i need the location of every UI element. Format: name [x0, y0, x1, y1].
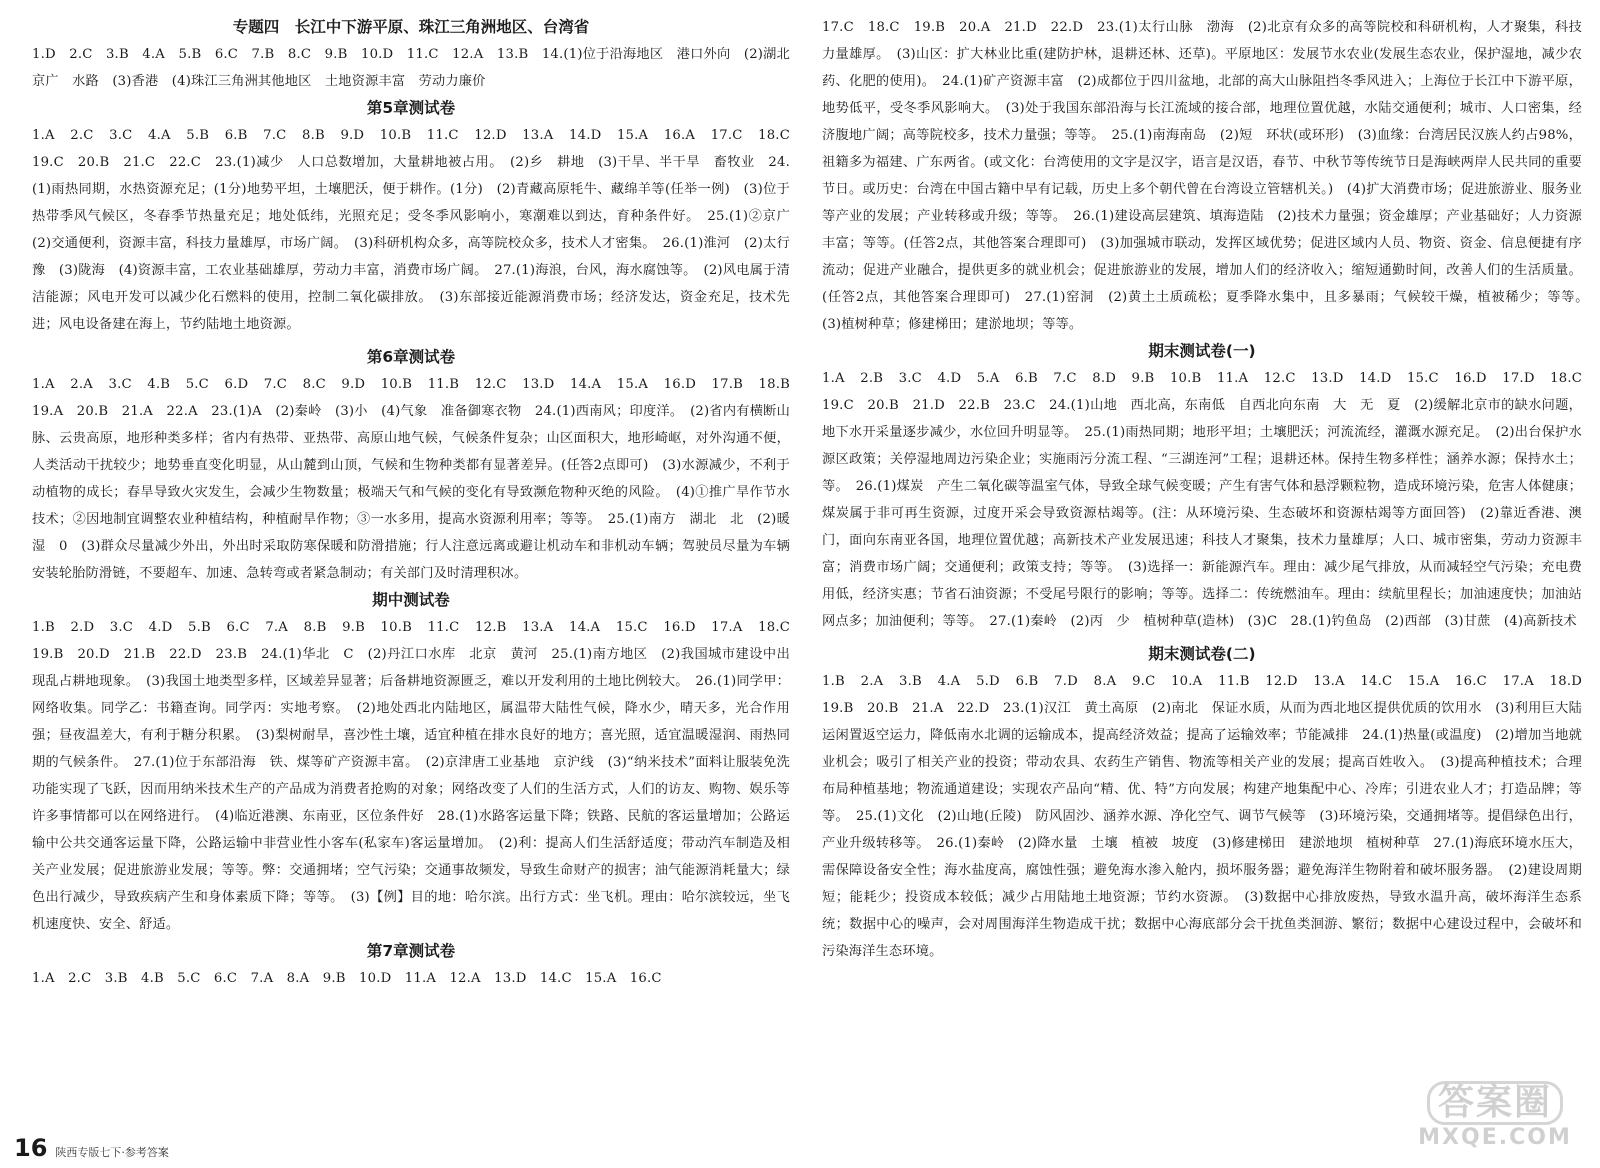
section-heading: 第5章测试卷 — [366, 99, 456, 117]
answer-paragraph: 17.C 18.C 19.B 20.A 21.D 22.D 23.(1)太行山脉 渤海 (2)北京有众多的高等院校和科研机构，人才聚集，科技力量雄厚。 (3)山区：扩大林业比重(建防护林，退耕还林、还草)。平原地区：发展节水农业(发展生态农业，保护湿地，减少农药、化肥的使用)。 24.(1)矿产资源丰富 (2)成都位于四川盆地，北部的高大山脉阻挡冬季风进入；上海位于长江中下游平原，地势低平，受冬季风影响大。 (3)处于我国东部沿海与长江流域的接合部，地理位置优越，水陆交通便利；城市、人口密集，经济腹地广阔；高等院校多，技术力量强；等等。 25.(1)南海南岛 (2)短 环状(或环形) (3)血缘：台湾居民汉族人约占98%，祖籍多为福建、广东两省。(或文化：台湾使用的文字是汉字，语言是汉语，春节、中秋节等传统节日是海峡两岸人民共同的重要节日。或历史：台湾在中国古籍中早有记载，历史上多个朝代曾在台湾设立管辖机关。) (4)扩大消费市场；促进旅游业、服务业等产业的发展；产业转移或升级；等等。 26.(1)建设高层建筑、填海造陆 (2)技术力量强；资金雄厚；产业基础好；人力资源丰富；等等。(任答2点，其他答案合理即可) (3)加强城市联动，发挥区域优势；促进区域内人员、物资、资金、信息便捷有序流动；促进产业融合，提供更多的就业机会；促进旅游业的发展，增加人们的经济收入；缩短通勤时间，改善人们的生活质量。(任答2点，其他答案合理即可) 27.(1)窑洞 (2)黄土土质疏松；夏季降水集中，且多暴雨；气候较干燥，植被稀少；等等。 (3)植树种草；修建梯田；建淤地坝；等等。 — [822, 20, 1596, 332]
answer-paragraph: 1.A 2.C 3.C 4.A 5.B 6.B 7.C 8.B 9.D 10.B 11.C 12.D 13.A 14.D 15.A 16.A 17.C 18.C 19.C 20.B 21.C 22.C 23.(1)减少 人口总数增加，大量耕地被占用。 (2)乡 耕地 (3)干旱、半干旱 畜牧业 24.(1)雨热同期，水热资源充足；(1分)地势平坦，土壤肥沃，便于耕作。(1分) (2)青藏高原牦牛、藏绵羊等(任举一例) (3)位于热带季风气候区，冬春季节热量充足；地处低纬，光照充足；受冬季风影响小，寒潮难以到达，育种条件好。 25.(1)②京广 (2)交通便利，资源丰富，科技力量雄厚，市场广阔。 (3)科研机构众多，高等院校众多，技术人才密集。 26.(1)淮河 (2)太行 豫 (3)陇海 (4)资源丰富，工农业基础雄厚，劳动力丰富，消费市场广阔。 27.(1)海浪，台风，海水腐蚀等。 (2)风电属于清洁能源；风电开发可以减少化石燃料的使用，控制二氧化碳排放。 (3)东部接近能源消费市场；经济发达，资金充足，技术先进；风电设备建在海上，节约陆地土地资源。 — [32, 128, 804, 332]
watermark-url: MXQE.COM — [1418, 1124, 1572, 1150]
answer-paragraph: 1.D 2.C 3.B 4.A 5.B 6.C 7.B 8.C 9.B 10.D 11.C 12.A 13.B 14.(1)位于沿海地区 港口外向 (2)湖北 京广 水路 (3)香港 (4)珠江三角洲其他地区 土地资源丰富 劳动力廉价 — [32, 47, 804, 89]
watermark-logo — [1420, 1080, 1570, 1150]
section-heading: 期中测试卷 — [372, 591, 450, 609]
section-heading: 专题四 长江中下游平原、珠江三角洲地区、台湾省 — [232, 18, 590, 36]
answer-paragraph: 1.B 2.A 3.B 4.A 5.D 6.B 7.D 8.A 9.C 10.A 11.B 12.D 13.A 14.C 15.A 16.C 17.A 18.D 19.B 20.B 21.A 22.D 23.(1)汉江 黄土高原 (2)南北 保证水质，从而为西北地区提供优质的饮用水 (3)利用巨大陆运闲置返空运力，降低南水北调的运输成本，提高经济效益；提高了运输效率；节能减排 24.(1)热量(或温度) (2)增加当地就业机会；吸引了相关产业的投资；带动农具、农药生产销售、物流等相关产业的发展；提高百姓收入。 (3)提高种植技术；合理布局种植基地；物流通道建设；实现农产品向“精、优、特”方向发展；构建产地集配中心、冷库；引进农业人才；打造品牌；等等。 25.(1)文化 (2)山地(丘陵) 防风固沙、涵养水源、净化空气、调节气候等 (3)环境污染，交通拥堵等。提倡绿色出行，产业升级转移等。 26.(1)秦岭 (2)降水量 土壤 植被 坡度 (3)修建梯田 建淤地坝 植树种草 27.(1)海底环境水压大，需保障设备安全性；海水盐度高，腐蚀性强；避免海水渗入舱内，损坏服务器；避免海洋生物附着和破坏服务器。 (2)建设周期短；能耗少；投资成本较低；减少占用陆地土地资源；节约水资源。 (3)数据中心排放废热，导致水温升高，破坏海洋生态系统；数据中心的噪声，会对周围海洋生物造成干扰；数据中心海底部分会干扰鱼类洄游、繁衍；数据中心建设过程中，会破坏和污染海洋生态环境。 — [822, 674, 1596, 959]
answer-paragraph: 1.A 2.C 3.B 4.B 5.C 6.C 7.A 8.A 9.B 10.D 11.A 12.A 13.D 14.C 15.A 16.C — [32, 971, 662, 986]
footer-text: 陕西专版七下·参考答案 — [55, 1146, 169, 1159]
answer-paragraph: 1.A 2.A 3.C 4.B 5.C 6.D 7.C 8.C 9.D 10.B 11.B 12.C 13.D 14.A 15.A 16.D 17.B 18.B 19.A 20.B 21.A 22.A 23.(1)A (2)秦岭 (3)小 (4)气象 准备御寒衣物 24.(1)西南风；印度洋。 (2)省内有横断山脉、云贵高原，地形种类多样；省内有热带、亚热带、高原山地气候，气候条件复杂；山区面积大，地形崎岖，对外沟通不便，人类活动干扰较少；地势垂直变化明显，从山麓到山顶，气候和生物种类都有显著差异。(任答2点即可) (3)水源减少，不利于动植物的成长；春旱导致火灾发生，会减少生物数量；极端天气和气候的变化有导致濒危物种灭绝的风险。 (4)①推广旱作节水技术；②因地制宜调整农业种植结构，种植耐旱作物；③一水多用，提高水资源利用率；等等。 25.(1)南方 湖北 北 (2)暖湿 0 (3)群众尽量减少外出，外出时采取防寒保暖和防滑措施；行人注意远离或避让机动车和非机动车辆；驾驶员尽量为车辆安装轮胎防滑链，不要超车、加速、急转弯或者紧急制动；有关部门及时清理积冰。 — [32, 377, 804, 581]
section-heading: 期末测试卷(二) — [1148, 645, 1256, 663]
section-heading: 第6章测试卷 — [366, 348, 456, 366]
page-footer — [14, 1134, 169, 1162]
right-column — [822, 14, 1596, 965]
left-column — [32, 14, 804, 992]
answer-paragraph: 1.B 2.D 3.C 4.D 5.B 6.C 7.A 8.B 9.B 10.B 11.C 12.B 13.A 14.A 15.C 16.D 17.A 18.C 19.B 20.D 21.B 22.D 23.B 24.(1)华北 C (2)丹江口水库 北京 黄河 25.(1)南方地区 (2)我国城市建设中出现乱占耕地现象。 (3)我国土地类型多样，区域差异显著；后备耕地资源匮乏，难以开发利用的土地比例较大。 26.(1)同学甲：网络收集。同学乙：书籍查询。同学丙：实地考察。 (2)地处西北内陆地区，属温带大陆性气候，降水少，晴天多，光合作用强；昼夜温差大，有利于糖分积累。 (3)梨树耐旱，喜沙性土壤，适宜种植在排水良好的地方；喜光照，适宜温暖湿润、雨热同期的气候条件。 27.(1)位于东部沿海 铁、煤等矿产资源丰富。 (2)京津唐工业基地 京沪线 (3)“纳米技术”面料让服装免洗功能实现了飞跃，因而用纳米技术生产的产品成为消费者抢购的对象；网络改变了人们的生活方式，人们的访友、购物、娱乐等许多事情都可以在网络进行。 (4)临近港澳、东南亚，区位条件好 28.(1)水路客运量下降；铁路、民航的客运量增加；公路运输中公共交通客运量下降，公路运输中非营业性小客车(私家车)客运量增加。 (2)利：提高人们生活舒适度；带动汽车制造及相关产业发展；促进旅游业发展；等等。弊：交通拥堵；空气污染；交通事故频发，导致生命财产的损害；油气能源消耗量大；绿色出行减少，导致疾病产生和身体素质下降；等等。 (3)【例】目的地：哈尔滨。出行方式：坐飞机。理由：哈尔滨较远，坐飞机速度快、安全、舒适。 — [32, 620, 804, 932]
section-heading: 第7章测试卷 — [366, 942, 456, 960]
section-heading: 期末测试卷(一) — [1148, 342, 1256, 360]
watermark-mark: 答案圈 — [1427, 1081, 1563, 1125]
answer-paragraph: 1.A 2.B 3.C 4.D 5.A 6.B 7.C 8.D 9.B 10.B 11.A 12.C 13.D 14.D 15.C 16.D 17.D 18.C 19.C 20.B 21.D 22.B 23.C 24.(1)山地 西北高，东南低 自西北向东南 大 无 夏 (2)缓解北京市的缺水问题，地下水开采量逐步减少，水位回升明显等。 25.(1)雨热同期；地形平坦；土壤肥沃；河流流经，灌溉水源充足。 (2)出台保护水源区政策；关停湿地周边污染企业；实施雨污分流工程、“三湖连河”工程；退耕还林。保持生物多样性；涵养水源；保持水土；等。 26.(1)煤炭 产生二氧化碳等温室气体，导致全球气候变暖；产生有害气体和悬浮颗粒物，造成环境污染，危害人体健康；煤炭属于非可再生资源，过度开采会导致资源枯竭等。(注：从环境污染、生态破坏和资源枯竭等方面回答) (2)靠近香港、澳门，面向东南亚各国，地理位置优越；高新技术产业发展迅速；科技人才聚集，技术力量雄厚；人口、城市密集，劳动力资源丰富；消费市场广阔；交通便利；政策支持；等等。 (3)选择一：新能源汽车。理由：减少尾气排放，从而减轻空气污染；充电费用低，经济实惠；节省石油资源；不受尾号限行的影响；等等。选择二：传统燃油车。理由：续航里程长；加油速度快；加油站网点多；加油便利；等等。 27.(1)秦岭 (2)丙 少 植树种草(造林) (3)C 28.(1)钓鱼岛 (2)西部 (3)甘蔗 (4)高新技术 — [822, 371, 1596, 629]
page-number: 16 — [14, 1134, 48, 1162]
